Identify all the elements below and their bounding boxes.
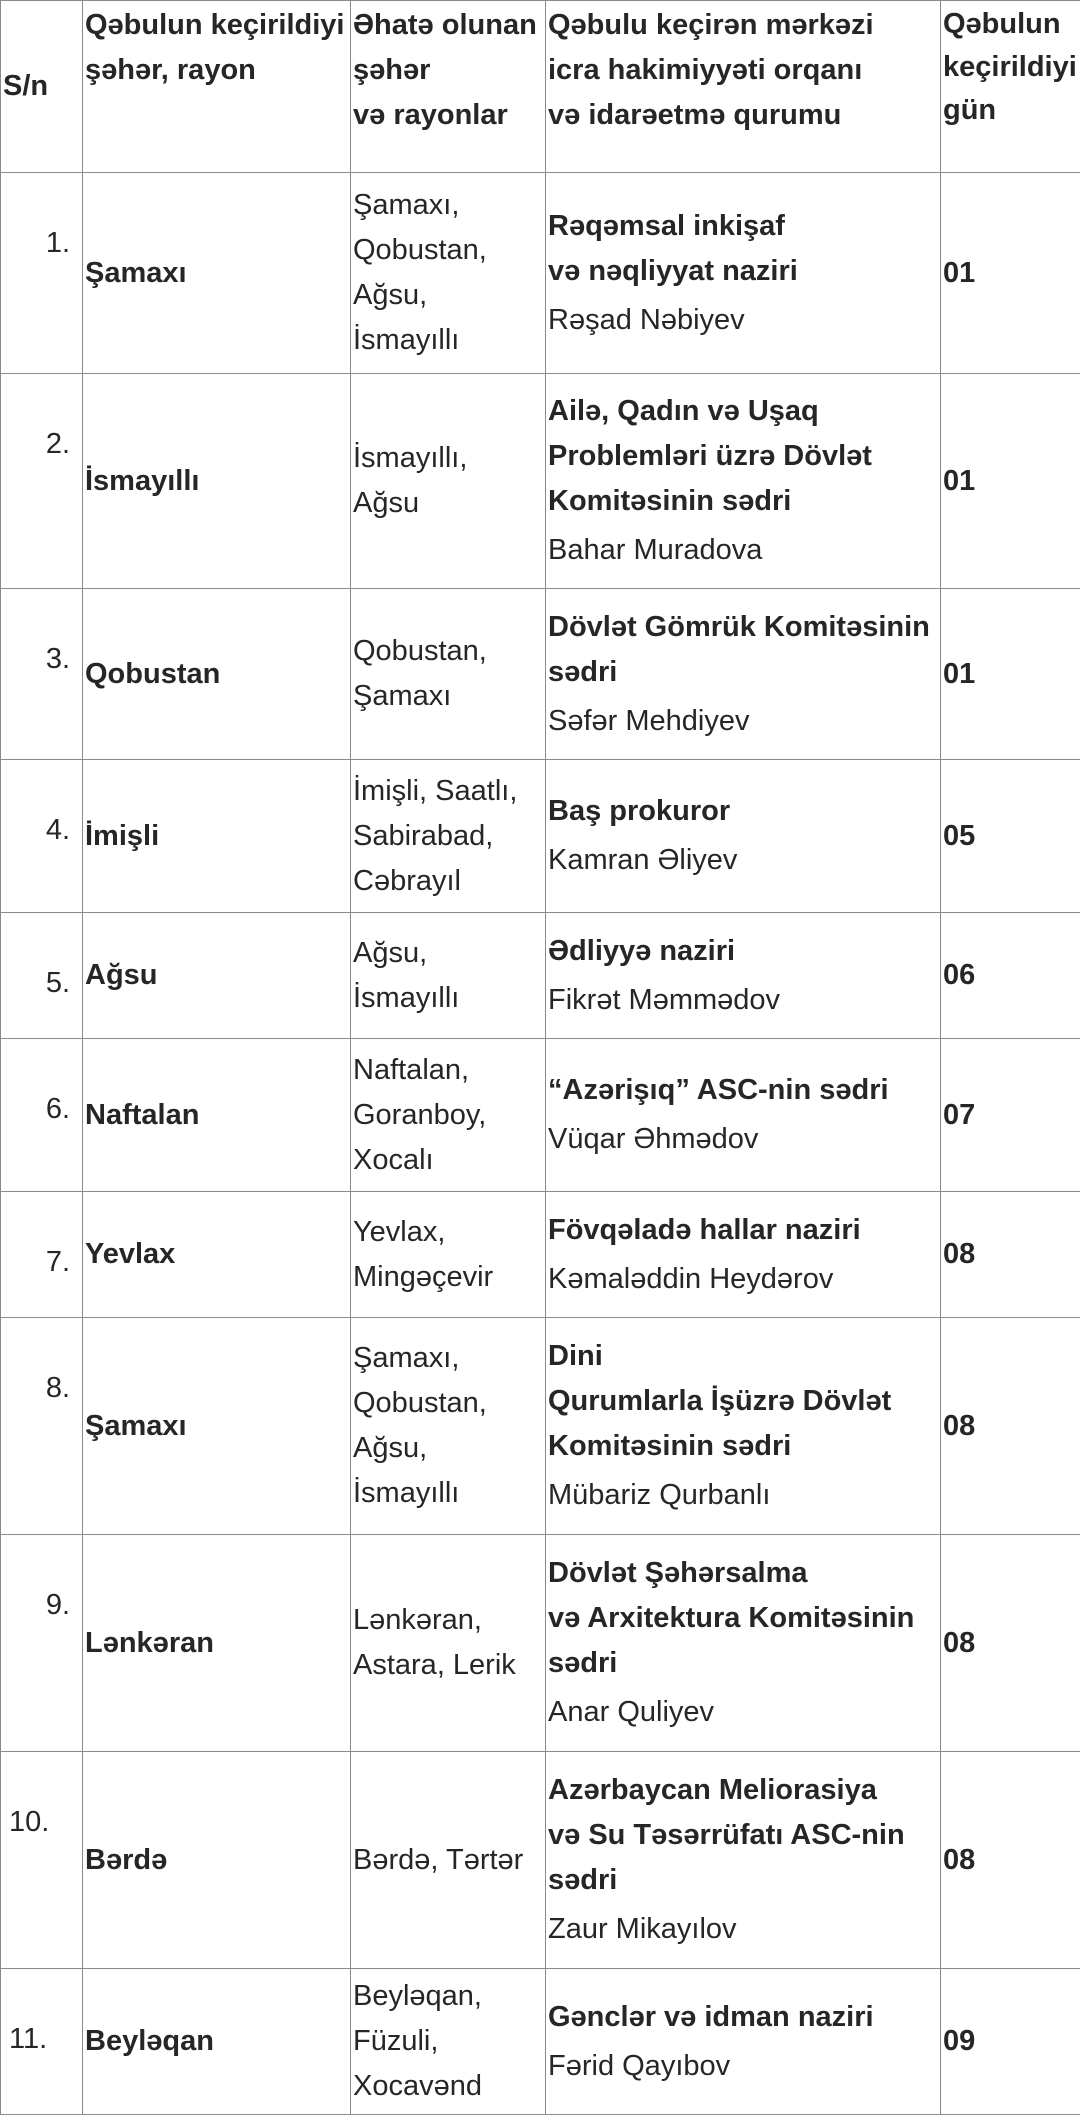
area-line: Ağsu, [353, 273, 543, 318]
city-cell: Şamaxı [83, 173, 351, 374]
official-name: Rəşad Nəbiyev [548, 298, 938, 343]
official-name: Bahar Muradova [548, 528, 938, 573]
header-official-line: və idarəetmə qurumu [548, 93, 938, 138]
official-cell [546, 1318, 941, 1535]
position-title [548, 204, 938, 294]
day-cell: 06 [941, 913, 1080, 1039]
city-cell: Yevlax [83, 1192, 351, 1318]
table-row [1, 913, 1080, 1039]
official-name: Anar Quliyev [548, 1690, 938, 1735]
areas-cell [351, 1192, 546, 1318]
area-line: Şamaxı, [353, 183, 543, 228]
table-row [1, 1039, 1080, 1192]
position-line: Fövqəladə hallar naziri [548, 1208, 938, 1253]
official-name: Kamran Əliyev [548, 838, 938, 883]
header-day [941, 1, 1080, 173]
header-city-line: Qəbulun keçirildiyi [85, 3, 348, 48]
official-name: Mübariz Qurbanlı [548, 1473, 938, 1518]
areas-cell [351, 1969, 546, 2115]
row-number: 9. [1, 1535, 83, 1752]
area-line: Naftalan, [353, 1048, 543, 1093]
area-line: Şamaxı [353, 674, 543, 719]
header-official [546, 1, 941, 173]
area-line: Yevlax, [353, 1210, 543, 1255]
header-areas-line: şəhər [353, 48, 543, 93]
row-number: 8. [1, 1318, 83, 1535]
position-title [548, 1208, 938, 1253]
area-line: Xocalı [353, 1138, 543, 1183]
position-title [548, 1995, 938, 2040]
area-line: Qobustan, [353, 228, 543, 273]
official-cell [546, 1039, 941, 1192]
position-title [548, 389, 938, 524]
header-official-line: Qəbulu keçirən mərkəzi [548, 3, 938, 48]
area-line: Cəbrayıl [353, 859, 543, 904]
position-title [548, 929, 938, 974]
position-line: Komitəsinin sədri [548, 479, 938, 524]
official-cell [546, 1535, 941, 1752]
header-day-line: gün [943, 89, 1080, 132]
official-name: Fərid Qayıbov [548, 2044, 938, 2089]
table-row [1, 374, 1080, 589]
day-cell: 07 [941, 1039, 1080, 1192]
table-row [1, 173, 1080, 374]
official-cell [546, 1752, 941, 1969]
area-line: Füzuli, [353, 2019, 543, 2064]
position-title [548, 605, 938, 695]
position-line: Baş prokuror [548, 789, 938, 834]
areas-cell [351, 1318, 546, 1535]
areas-cell [351, 760, 546, 913]
position-title [548, 1768, 938, 1903]
city-cell: Beyləqan [83, 1969, 351, 2115]
area-line: İmişli, Saatlı, [353, 769, 543, 814]
row-number: 3. [1, 589, 83, 760]
row-number: 2. [1, 374, 83, 589]
position-line: Ailə, Qadın və Uşaq [548, 389, 938, 434]
position-line: sədri [548, 650, 938, 695]
area-line: Şamaxı, [353, 1336, 543, 1381]
header-official-line: icra hakimiyyəti orqanı [548, 48, 938, 93]
position-line: Azərbaycan Meliorasiya [548, 1768, 938, 1813]
position-line: Dövlət Şəhərsalma [548, 1551, 938, 1596]
area-line: İsmayıllı [353, 318, 543, 363]
row-number: 7. [1, 1192, 83, 1318]
official-cell [546, 1192, 941, 1318]
position-line: Qurumlarla İşüzrə Dövlət [548, 1379, 938, 1424]
official-cell [546, 760, 941, 913]
areas-cell [351, 1752, 546, 1969]
position-title [548, 789, 938, 834]
position-title [548, 1334, 938, 1469]
header-row [1, 1, 1080, 173]
area-line: Qobustan, [353, 629, 543, 674]
table-row [1, 1192, 1080, 1318]
area-line: Ağsu, [353, 1426, 543, 1471]
area-line: İsmayıllı [353, 1471, 543, 1516]
position-line: və Arxitektura Komitəsinin [548, 1596, 938, 1641]
day-cell: 01 [941, 173, 1080, 374]
position-line: sədri [548, 1641, 938, 1686]
position-line: sədri [548, 1858, 938, 1903]
areas-cell [351, 589, 546, 760]
area-line: Qobustan, [353, 1381, 543, 1426]
row-number: 6. [1, 1039, 83, 1192]
table-row [1, 1969, 1080, 2115]
day-cell: 09 [941, 1969, 1080, 2115]
table-row [1, 589, 1080, 760]
areas-cell [351, 173, 546, 374]
position-line: və Su Təsərrüfatı ASC-nin [548, 1813, 938, 1858]
position-line: Gənclər və idman naziri [548, 1995, 938, 2040]
area-line: Ağsu [353, 481, 543, 526]
area-line: Astara, Lerik [353, 1643, 543, 1688]
header-day-line: Qəbulun [943, 3, 1080, 46]
area-line: Lənkəran, [353, 1598, 543, 1643]
area-line: Beyləqan, [353, 1974, 543, 2019]
row-number: 11. [1, 1969, 83, 2115]
official-cell [546, 589, 941, 760]
city-cell: Qobustan [83, 589, 351, 760]
city-cell: Bərdə [83, 1752, 351, 1969]
area-line: Mingəçevir [353, 1255, 543, 1300]
city-cell: Şamaxı [83, 1318, 351, 1535]
official-cell [546, 913, 941, 1039]
position-line: Rəqəmsal inkişaf [548, 204, 938, 249]
position-title [548, 1068, 938, 1113]
position-line: və nəqliyyat naziri [548, 249, 938, 294]
header-areas-line: və rayonlar [353, 93, 543, 138]
table-row [1, 1535, 1080, 1752]
city-cell: Lənkəran [83, 1535, 351, 1752]
header-city [83, 1, 351, 173]
header-areas [351, 1, 546, 173]
city-cell: İmişli [83, 760, 351, 913]
area-line: Ağsu, [353, 931, 543, 976]
row-number: 10. [1, 1752, 83, 1969]
area-line: İsmayıllı [353, 976, 543, 1021]
official-name: Vüqar Əhmədov [548, 1117, 938, 1162]
official-cell [546, 1969, 941, 2115]
day-cell: 08 [941, 1318, 1080, 1535]
table-row [1, 1318, 1080, 1535]
official-name: Zaur Mikayılov [548, 1907, 938, 1952]
official-name: Kəmaləddin Heydərov [548, 1257, 938, 1302]
header-city-line: şəhər, rayon [85, 48, 348, 93]
position-line: Dini [548, 1334, 938, 1379]
row-number: 4. [1, 760, 83, 913]
table-row [1, 760, 1080, 913]
day-cell: 05 [941, 760, 1080, 913]
day-cell: 08 [941, 1752, 1080, 1969]
day-cell: 01 [941, 374, 1080, 589]
position-line: Komitəsinin sədri [548, 1424, 938, 1469]
official-cell [546, 173, 941, 374]
header-areas-line: Əhatə olunan [353, 3, 543, 48]
position-line: “Azərişıq” ASC-nin sədri [548, 1068, 938, 1113]
position-line: Dövlət Gömrük Komitəsinin [548, 605, 938, 650]
official-name: Fikrət Məmmədov [548, 978, 938, 1023]
areas-cell [351, 913, 546, 1039]
official-name: Səfər Mehdiyev [548, 699, 938, 744]
day-cell: 08 [941, 1192, 1080, 1318]
city-cell: İsmayıllı [83, 374, 351, 589]
areas-cell [351, 1535, 546, 1752]
areas-cell [351, 374, 546, 589]
official-cell [546, 374, 941, 589]
day-cell: 08 [941, 1535, 1080, 1752]
header-sn: S/n [1, 1, 83, 173]
area-line: İsmayıllı, [353, 436, 543, 481]
area-line: Xocavənd [353, 2064, 543, 2109]
city-cell: Ağsu [83, 913, 351, 1039]
row-number: 1. [1, 173, 83, 374]
header-day-line: keçirildiyi [943, 46, 1080, 89]
city-cell: Naftalan [83, 1039, 351, 1192]
area-line: Sabirabad, [353, 814, 543, 859]
area-line: Bərdə, Tərtər [353, 1838, 543, 1883]
position-line: Problemləri üzrə Dövlət [548, 434, 938, 479]
row-number: 5. [1, 913, 83, 1039]
position-line: Ədliyyə naziri [548, 929, 938, 974]
areas-cell [351, 1039, 546, 1192]
position-title [548, 1551, 938, 1686]
table-row [1, 1752, 1080, 1969]
area-line: Goranboy, [353, 1093, 543, 1138]
day-cell: 01 [941, 589, 1080, 760]
